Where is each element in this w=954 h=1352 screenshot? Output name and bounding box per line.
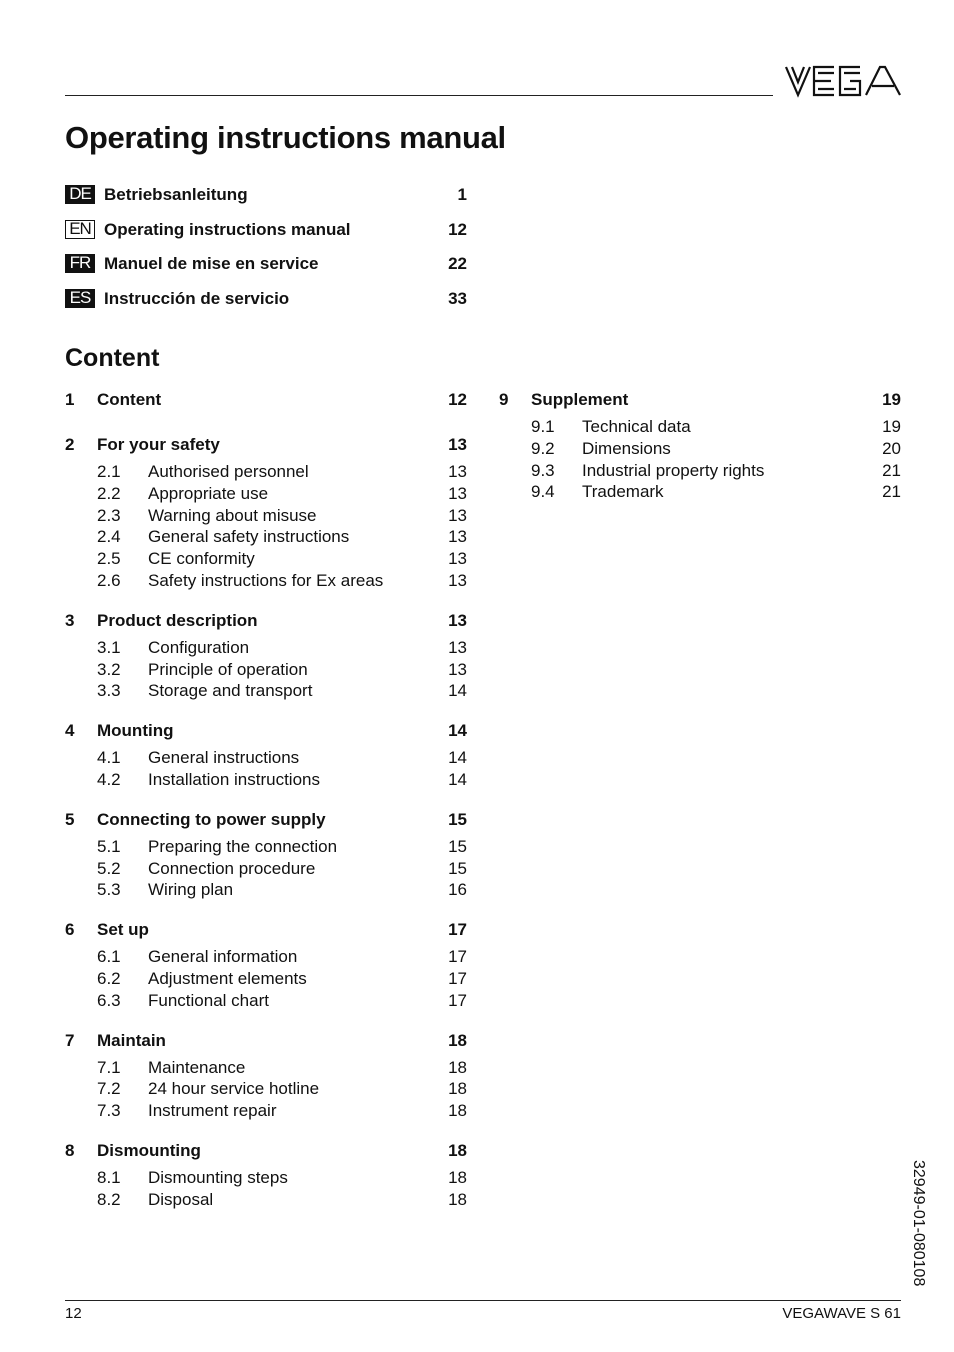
toc-subsection[interactable] xyxy=(65,769,467,791)
toc-subsection-page: 21 xyxy=(882,482,901,502)
toc-subsection[interactable] xyxy=(65,946,467,968)
toc-section xyxy=(65,609,467,702)
toc-section-number: 8 xyxy=(65,1140,75,1160)
toc-subsection-number: 6.3 xyxy=(97,990,121,1010)
toc-subsection[interactable] xyxy=(65,680,467,702)
toc-subsection-title: Appropriate use xyxy=(148,483,269,503)
language-entry-page: 22 xyxy=(448,254,467,274)
toc-section-page: 12 xyxy=(448,390,467,409)
toc-section-title: Dismounting xyxy=(97,1140,201,1160)
toc-subsection-number: 2.1 xyxy=(97,462,121,481)
toc-section xyxy=(65,1029,467,1122)
toc-section-title: Set up xyxy=(97,920,149,940)
toc-subsection-number: 4.2 xyxy=(97,769,121,789)
toc-subsection-page: 15 xyxy=(448,836,467,856)
toc-subsection-page: 13 xyxy=(448,637,467,657)
toc-subsection-number: 7.3 xyxy=(97,1101,121,1121)
toc-subsection-title: General information xyxy=(148,947,298,967)
toc-subsection-title: Installation instructions xyxy=(148,769,320,789)
toc-subsection[interactable] xyxy=(65,1167,467,1189)
toc-subsection-title: CE conformity xyxy=(148,549,255,569)
toc-subsection-page: 13 xyxy=(448,505,467,525)
toc-subsection-page: 13 xyxy=(448,570,467,590)
toc-subsection-page: 13 xyxy=(448,527,467,547)
toc-subsection-title: Trademark xyxy=(582,482,664,502)
language-entry-page: 12 xyxy=(448,219,467,239)
toc-section-heading[interactable] xyxy=(499,388,901,416)
toc-section-title: Supplement xyxy=(531,390,629,409)
toc-section-title: Product description xyxy=(97,610,258,630)
toc-section xyxy=(65,808,467,901)
footer-rule xyxy=(65,1300,901,1301)
toc-subsection-number: 7.2 xyxy=(97,1079,121,1099)
toc-subsection-page: 18 xyxy=(448,1167,467,1187)
toc-subsection[interactable] xyxy=(65,659,467,681)
toc-subsection-number: 9.2 xyxy=(531,438,555,458)
language-code-badge: ES xyxy=(65,289,95,308)
language-entry[interactable] xyxy=(65,181,467,216)
language-entry[interactable] xyxy=(65,216,467,251)
toc-subsection-title: Preparing the connection xyxy=(148,836,338,856)
toc-subsection[interactable] xyxy=(65,483,467,505)
toc-section-page: 19 xyxy=(882,390,901,409)
language-entry-page: 33 xyxy=(448,289,467,309)
toc-subsection[interactable] xyxy=(65,858,467,880)
toc-subsection-number: 2.2 xyxy=(97,483,121,503)
toc-section-heading[interactable] xyxy=(65,388,467,416)
language-index xyxy=(65,181,467,320)
toc-section xyxy=(499,388,901,503)
toc-section xyxy=(65,719,467,791)
toc-subsection-page: 17 xyxy=(448,968,467,988)
toc-subsection-number: 3.2 xyxy=(97,659,121,679)
toc-subsection-page: 17 xyxy=(448,947,467,967)
toc-subsection-title: Adjustment elements xyxy=(148,968,307,988)
language-entry-title: Manuel de mise en service xyxy=(104,254,319,274)
toc-section-page: 13 xyxy=(448,435,467,454)
toc-subsection-title: Maintenance xyxy=(148,1057,246,1077)
toc-subsection-title: Industrial property rights xyxy=(582,460,765,480)
language-code-badge: DE xyxy=(65,185,95,204)
toc-subsection-title: Technical data xyxy=(582,417,691,436)
toc-subsection-number: 7.1 xyxy=(97,1057,121,1077)
toc-section-page: 17 xyxy=(448,920,467,940)
toc-subsection-number: 2.3 xyxy=(97,505,121,525)
language-entry[interactable] xyxy=(65,250,467,285)
toc-subsection[interactable] xyxy=(499,416,901,438)
toc-subsection-number: 5.1 xyxy=(97,836,121,856)
toc-subsection-number: 6.1 xyxy=(97,947,121,967)
toc-subsection-title: Principle of operation xyxy=(148,659,308,679)
toc-right-column xyxy=(499,388,901,520)
toc-subsection[interactable] xyxy=(65,1100,467,1122)
document-title: Operating instructions manual xyxy=(65,120,506,155)
toc-section-number: 5 xyxy=(65,809,75,829)
toc-section-title: Maintain xyxy=(97,1030,166,1050)
toc-section-number: 7 xyxy=(65,1030,75,1050)
language-entry-title: Operating instructions manual xyxy=(104,219,351,239)
toc-subsection-title: Disposal xyxy=(148,1189,214,1209)
toc-section-heading[interactable] xyxy=(65,1029,467,1057)
toc-subsection-title: General instructions xyxy=(148,748,300,768)
language-code-badge: FR xyxy=(65,254,95,273)
toc-subsection-title: Warning about misuse xyxy=(148,505,317,525)
toc-subsection-page: 17 xyxy=(448,990,467,1010)
toc-subsection[interactable] xyxy=(65,505,467,527)
toc-subsection-page: 15 xyxy=(448,858,467,878)
toc-subsection[interactable] xyxy=(65,836,467,858)
header-rule xyxy=(65,95,773,96)
toc-section-heading[interactable] xyxy=(65,918,467,946)
toc-subsection-title: Instrument repair xyxy=(148,1101,277,1121)
toc-subsection-page: 13 xyxy=(448,462,467,481)
toc-section xyxy=(65,1139,467,1211)
toc-subsection-page: 18 xyxy=(448,1057,467,1077)
toc-section-number: 4 xyxy=(65,721,75,741)
language-entry-page: 1 xyxy=(457,185,467,204)
toc-subsection-number: 9.3 xyxy=(531,460,555,480)
footer-page-number: 12 xyxy=(65,1305,82,1322)
language-entry-title: Betriebsanleitung xyxy=(104,185,248,204)
toc-section-number: 9 xyxy=(499,390,509,409)
toc-subsection[interactable] xyxy=(65,1078,467,1100)
toc-subsection-number: 2.5 xyxy=(97,549,121,569)
toc-section-page: 13 xyxy=(448,610,467,630)
toc-section-heading[interactable] xyxy=(65,433,467,461)
toc-section-heading[interactable] xyxy=(65,609,467,637)
toc-section-heading[interactable] xyxy=(65,808,467,836)
language-entry[interactable] xyxy=(65,285,467,320)
toc-subsection-page: 18 xyxy=(448,1189,467,1209)
toc-subsection-title: Dismounting steps xyxy=(148,1167,288,1187)
toc-subsection[interactable] xyxy=(499,481,901,503)
toc-section-heading[interactable] xyxy=(65,1139,467,1167)
toc-subsection-page: 13 xyxy=(448,659,467,679)
toc-subsection-page: 13 xyxy=(448,549,467,569)
toc-left-column xyxy=(65,388,467,1228)
toc-section xyxy=(65,388,467,416)
toc-subsection-number: 6.2 xyxy=(97,968,121,988)
toc-section-heading[interactable] xyxy=(65,719,467,747)
toc-section-number: 3 xyxy=(65,610,75,630)
toc-subsection-number: 9.4 xyxy=(531,482,555,502)
toc-subsection-number: 4.1 xyxy=(97,748,121,768)
toc-subsection[interactable] xyxy=(65,461,467,483)
vega-logo xyxy=(784,64,902,98)
toc-subsection-title: Authorised personnel xyxy=(148,462,309,481)
toc-subsection[interactable] xyxy=(65,879,467,901)
toc-section-number: 1 xyxy=(65,390,75,409)
toc-section xyxy=(65,918,467,1011)
language-code-badge: EN xyxy=(65,220,95,239)
toc-subsection-page: 14 xyxy=(448,681,467,701)
toc-subsection[interactable] xyxy=(65,990,467,1012)
toc-subsection-number: 3.1 xyxy=(97,637,121,657)
toc-section-page: 18 xyxy=(448,1140,467,1160)
toc-subsection[interactable] xyxy=(65,1057,467,1079)
toc-subsection-title: Wiring plan xyxy=(148,880,234,900)
toc-subsection-number: 3.3 xyxy=(97,681,121,701)
toc-subsection-title: Storage and transport xyxy=(148,681,313,701)
toc-subsection-page: 13 xyxy=(448,483,467,503)
toc-subsection-title: Functional chart xyxy=(148,990,269,1010)
toc-section-title: For your safety xyxy=(97,435,220,454)
toc-section-number: 6 xyxy=(65,920,75,940)
toc-section-page: 18 xyxy=(448,1030,467,1050)
toc-subsection[interactable] xyxy=(65,747,467,769)
language-entry-title: Instrucción de servicio xyxy=(104,289,290,309)
toc-subsection-number: 2.4 xyxy=(97,527,121,547)
toc-subsection-number: 2.6 xyxy=(97,570,121,590)
toc-subsection-page: 20 xyxy=(882,438,901,458)
toc-subsection-number: 5.3 xyxy=(97,880,121,900)
toc-subsection[interactable] xyxy=(65,526,467,548)
toc-section xyxy=(65,433,467,592)
toc-subsection[interactable] xyxy=(65,548,467,570)
document-code: 32949-01-080108 xyxy=(910,1160,927,1287)
toc-subsection-page: 14 xyxy=(448,769,467,789)
toc-subsection-page: 18 xyxy=(448,1079,467,1099)
toc-subsection[interactable] xyxy=(65,570,467,592)
toc-subsection-number: 8.1 xyxy=(97,1167,121,1187)
toc-subsection-title: Configuration xyxy=(148,637,250,657)
toc-subsection-page: 21 xyxy=(882,460,901,480)
toc-subsection-title: Dimensions xyxy=(582,438,671,458)
toc-subsection[interactable] xyxy=(499,460,901,482)
content-heading: Content xyxy=(65,344,160,372)
toc-subsection-number: 5.2 xyxy=(97,858,121,878)
toc-subsection[interactable] xyxy=(65,1189,467,1211)
toc-subsection-page: 16 xyxy=(448,880,467,900)
toc-subsection-page: 18 xyxy=(448,1101,467,1121)
toc-subsection-page: 19 xyxy=(882,417,901,436)
toc-subsection[interactable] xyxy=(65,968,467,990)
toc-subsection-title: Connection procedure xyxy=(148,858,316,878)
footer-product-name: VEGAWAVE S 61 xyxy=(782,1305,901,1322)
toc-section-title: Content xyxy=(97,390,162,409)
toc-section-number: 2 xyxy=(65,435,75,454)
toc-subsection-number: 9.1 xyxy=(531,417,555,436)
toc-subsection-number: 8.2 xyxy=(97,1189,121,1209)
toc-subsection-title: General safety instructions xyxy=(148,527,350,547)
toc-section-title: Connecting to power supply xyxy=(97,809,326,829)
toc-subsection-page: 14 xyxy=(448,748,467,768)
toc-section-page: 14 xyxy=(448,721,467,741)
toc-subsection-title: 24 hour service hotline xyxy=(148,1079,320,1099)
toc-subsection[interactable] xyxy=(499,438,901,460)
toc-subsection-title: Safety instructions for Ex areas xyxy=(148,570,384,590)
toc-subsection[interactable] xyxy=(65,637,467,659)
toc-section-page: 15 xyxy=(448,809,467,829)
toc-section-title: Mounting xyxy=(97,721,174,741)
